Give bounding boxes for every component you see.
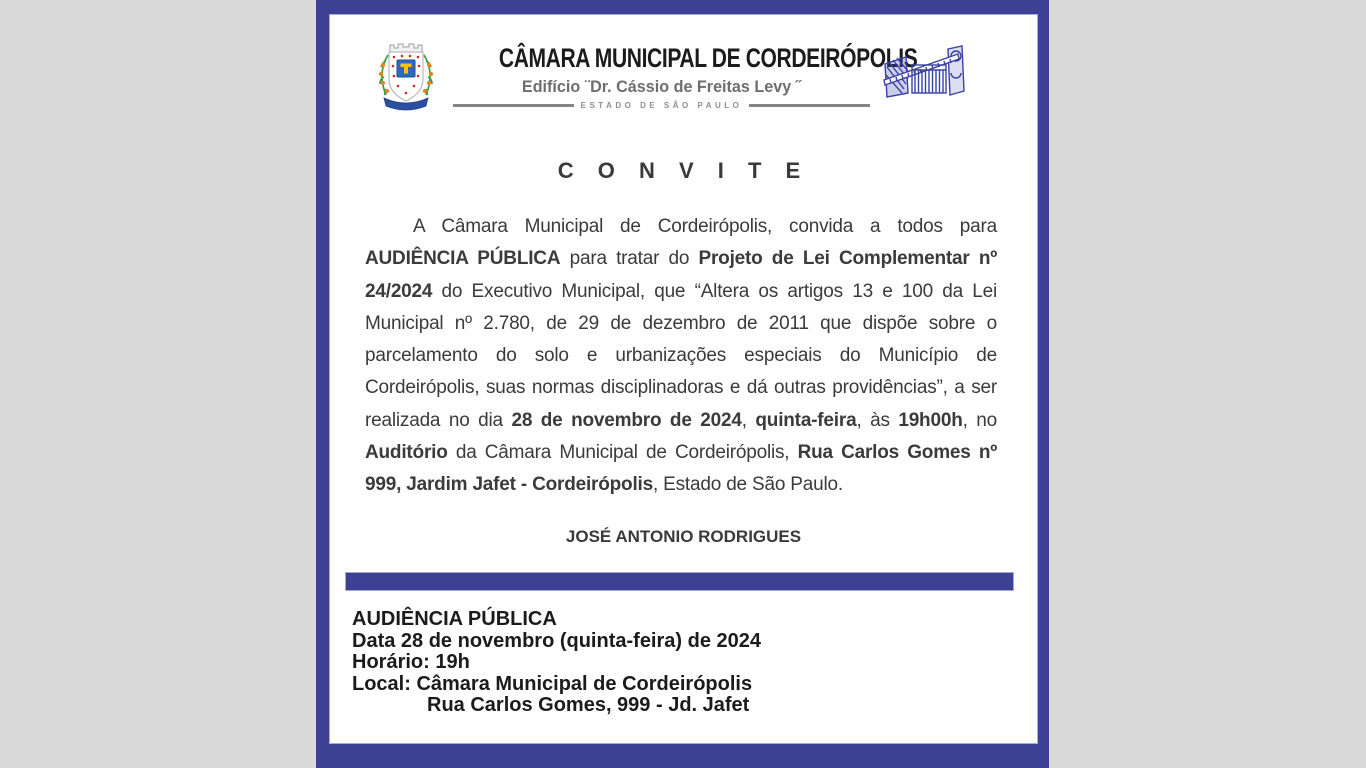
event-time: Horário: 19h <box>352 651 470 673</box>
invitation-document <box>316 0 1049 768</box>
invite-paragraph: A Câmara Municipal de Cordeirópolis, convida a todos para AUDIÊNCIA PÚBLICA para tratar do Projeto de Lei Complementar nº 24/2024 do Executivo Municipal, que “Altera os artigos 13 e 100 da Lei Municipal nº 2.780, de 29 de dezembro de 2011 que dispõe sobre o parcelamento do solo e urbanizações especiais do Município de Cordeirópolis, suas normas disciplinadoras e dá outras providências”, a ser realizada no dia 28 de novembro de 2024, quinta-feira, às 19h00h, no Auditório da Câmara Municipal de Cordeirópolis, Rua Carlos Gomes nº 999, Jardim Jafet - Cordeirópolis, Estado de São Paulo. <box>365 216 997 496</box>
event-address: Rua Carlos Gomes, 999 - Jd. Jafet <box>427 694 750 716</box>
invite-title: C O N V I T E <box>557 158 810 183</box>
event-title: AUDIÊNCIA PÚBLICA <box>352 608 557 630</box>
event-location: Local: Câmara Municipal de Cordeirópolis <box>352 672 753 695</box>
divider-bar <box>346 573 1013 590</box>
state-label: ESTADO DE SÃO PAULO <box>580 101 743 110</box>
rule-left <box>453 104 574 107</box>
building-name: Edifício ¨Dr. Cássio de Freitas Levy ˝ <box>521 77 802 96</box>
event-date: Data 28 de novembro (quinta-feira) de 2024 <box>352 629 762 652</box>
document-content <box>330 15 1037 743</box>
state-rule <box>453 101 870 110</box>
building-sketch-icon <box>882 43 966 107</box>
signature-name: JOSÉ ANTONIO RODRIGUES <box>565 527 802 546</box>
org-name: CÂMARA MUNICIPAL DE CORDEIRÓPOLIS <box>498 43 918 73</box>
coat-of-arms-icon <box>376 39 436 115</box>
header-title-block <box>453 43 918 110</box>
rule-right <box>749 104 870 107</box>
event-details <box>352 609 992 717</box>
